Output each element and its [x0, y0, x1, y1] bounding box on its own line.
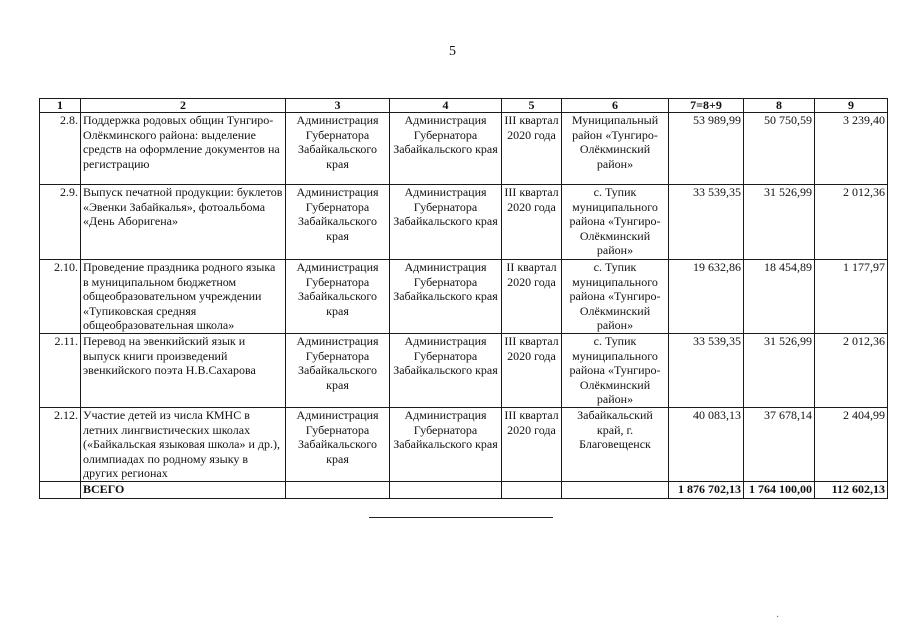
row-responsible: Администрация Губернатора Забайкальского края	[286, 185, 390, 260]
header-cell: 2	[81, 99, 286, 113]
row-location: с. Тупик муниципального района «Тунгиро-Олёкминский район»	[562, 260, 669, 334]
row-amount-9: 1 177,97	[815, 260, 888, 334]
row-total-amount: 40 083,13	[669, 407, 744, 481]
row-amount-8: 18 454,89	[744, 260, 815, 334]
total-empty-cell	[502, 481, 562, 498]
total-empty-cell	[390, 481, 502, 498]
row-period: III квартал 2020 года	[502, 333, 562, 407]
row-responsible: Администрация Губернатора Забайкальского края	[286, 260, 390, 334]
header-cell: 5	[502, 99, 562, 113]
row-total-amount: 33 539,35	[669, 333, 744, 407]
row-total-amount: 19 632,86	[669, 260, 744, 334]
row-location: с. Тупик муниципального района «Тунгиро-Олёкминский район»	[562, 185, 669, 260]
row-number: 2.12.	[40, 407, 81, 481]
header-cell: 8	[744, 99, 815, 113]
row-description: Перевод на эвенкийский язык и выпуск книги произведений эвенкийского поэта Н.В.Сахарова	[81, 333, 286, 407]
table-header	[40, 99, 888, 113]
row-period: III квартал 2020 года	[502, 185, 562, 260]
scan-dot: ·	[776, 612, 780, 623]
row-number: 2.8.	[40, 113, 81, 185]
budget-table	[39, 98, 888, 499]
header-cell: 9	[815, 99, 888, 113]
row-description: Участие детей из числа КМНС в летних лингвистических школах («Байкальская языковая школа» и др.), олимпиадах по родному языку в других регионах	[81, 407, 286, 481]
table-row	[40, 185, 888, 260]
row-amount-9: 2 012,36	[815, 333, 888, 407]
row-executor: Администрация Губернатора Забайкальского края	[390, 333, 502, 407]
row-responsible: Администрация Губернатора Забайкальского края	[286, 113, 390, 185]
total-empty-cell	[562, 481, 669, 498]
total-label: ВСЕГО	[81, 481, 286, 498]
row-executor: Администрация Губернатора Забайкальского края	[390, 260, 502, 334]
footer-rule	[369, 517, 553, 518]
row-description: Поддержка родовых общин Тунгиро-Олёкминского района: выделение средств на оформление документов на регистрацию	[81, 113, 286, 185]
row-executor: Администрация Губернатора Забайкальского края	[390, 185, 502, 260]
header-cell: 3	[286, 99, 390, 113]
row-total-amount: 53 989,99	[669, 113, 744, 185]
total-row	[40, 481, 888, 498]
header-row	[40, 99, 888, 113]
row-period: III квартал 2020 года	[502, 407, 562, 481]
row-description: Выпуск печатной продукции: буклетов «Эвенки Забайкалья», фотоальбома «День Аборигена»	[81, 185, 286, 260]
row-amount-9: 3 239,40	[815, 113, 888, 185]
page-number: 5	[449, 44, 456, 59]
header-cell: 7=8+9	[669, 99, 744, 113]
row-executor: Администрация Губернатора Забайкальского края	[390, 113, 502, 185]
row-amount-8: 31 526,99	[744, 333, 815, 407]
table-body	[40, 113, 888, 499]
row-amount-8: 31 526,99	[744, 185, 815, 260]
total-empty-cell	[40, 481, 81, 498]
header-cell: 1	[40, 99, 81, 113]
row-location: Забайкальский край, г. Благовещенск	[562, 407, 669, 481]
row-total-amount: 33 539,35	[669, 185, 744, 260]
total-amount-9: 112 602,13	[815, 481, 888, 498]
total-amount: 1 876 702,13	[669, 481, 744, 498]
row-number: 2.10.	[40, 260, 81, 334]
row-amount-8: 37 678,14	[744, 407, 815, 481]
table-row	[40, 113, 888, 185]
total-empty-cell	[286, 481, 390, 498]
row-location: Муниципальный район «Тунгиро-Олёкминский район»	[562, 113, 669, 185]
total-amount-8: 1 764 100,00	[744, 481, 815, 498]
row-location: с. Тупик муниципального района «Тунгиро-Олёкминский район»	[562, 333, 669, 407]
header-cell: 6	[562, 99, 669, 113]
row-number: 2.9.	[40, 185, 81, 260]
header-cell: 4	[390, 99, 502, 113]
row-executor: Администрация Губернатора Забайкальского края	[390, 407, 502, 481]
table-row	[40, 333, 888, 407]
row-responsible: Администрация Губернатора Забайкальского края	[286, 333, 390, 407]
table-row	[40, 407, 888, 481]
row-description: Проведение праздника родного языка в муниципальном бюджетном общеобразовательном учреждении «Тупиковская средняя общеобразовательная школа»	[81, 260, 286, 334]
table-row	[40, 260, 888, 334]
row-responsible: Администрация Губернатора Забайкальского края	[286, 407, 390, 481]
row-number: 2.11.	[40, 333, 81, 407]
row-amount-8: 50 750,59	[744, 113, 815, 185]
row-period: III квартал 2020 года	[502, 113, 562, 185]
row-period: II квартал 2020 года	[502, 260, 562, 334]
row-amount-9: 2 012,36	[815, 185, 888, 260]
row-amount-9: 2 404,99	[815, 407, 888, 481]
